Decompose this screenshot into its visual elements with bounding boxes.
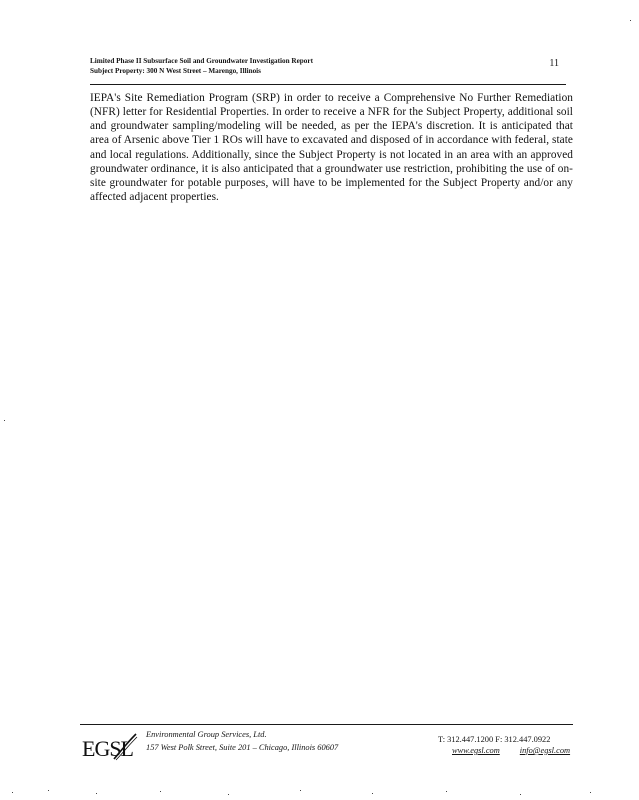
scan-speck	[228, 794, 229, 795]
logo-text: EGSL	[82, 736, 133, 761]
page-number: 11	[549, 58, 559, 69]
scan-speck	[520, 794, 521, 795]
scan-speck	[590, 792, 591, 793]
website-link[interactable]: www.egsl.com	[452, 746, 500, 755]
body-paragraph: IEPA's Site Remediation Program (SRP) in order to receive a Comprehensive No Further Remediation (NFR) letter for Residential Properties. In order to receive a NFR for the Subject Property, additional soil and groundwater sampling/modeling will be needed, as per the IEPA's discretion. It is anticipated that area of Arsenic above Tier 1 ROs will have to excavated and disposed of in accordance with federal, state and local regulations. Additionally, since the Subject Property is not located in an area with an approved groundwater ordinance, it is also anticipated that a groundwater use restriction, prohibiting the use of on-site groundwater for potable purposes, will have to be implemented for the Subject Property and/or any affected adjacent properties.	[90, 92, 573, 204]
scan-speck	[160, 791, 161, 792]
body-text	[90, 91, 573, 204]
scan-speck	[48, 790, 49, 791]
company-logo	[82, 732, 138, 764]
company-address: 157 West Polk Street, Suite 201 – Chicago, Illinois 60607	[146, 743, 339, 752]
scan-speck	[4, 420, 5, 421]
scan-speck	[12, 792, 13, 793]
footer-divider	[80, 724, 573, 725]
scan-speck	[372, 793, 373, 794]
contact-info	[438, 734, 570, 756]
company-name: Environmental Group Services, Ltd.	[146, 730, 267, 739]
subject-property: Subject Property: 300 N West Street – Marengo, Illinois	[90, 67, 261, 75]
company-info	[146, 728, 338, 754]
running-header	[90, 56, 566, 76]
scan-speck	[446, 791, 447, 792]
links-line	[438, 745, 570, 756]
email-link[interactable]: info@egsl.com	[519, 746, 571, 755]
report-title: Limited Phase II Subsurface Soil and Groundwater Investigation Report	[90, 57, 313, 65]
scan-speck	[630, 20, 631, 21]
phone-fax-line	[438, 734, 570, 745]
header-divider	[90, 84, 566, 85]
phone-number: T: 312.447.1200	[438, 735, 494, 744]
fax-number: F: 312.447.0922	[495, 735, 551, 744]
logo-swoosh-icon	[112, 732, 138, 762]
scan-speck	[300, 790, 301, 791]
scan-speck	[96, 793, 97, 794]
